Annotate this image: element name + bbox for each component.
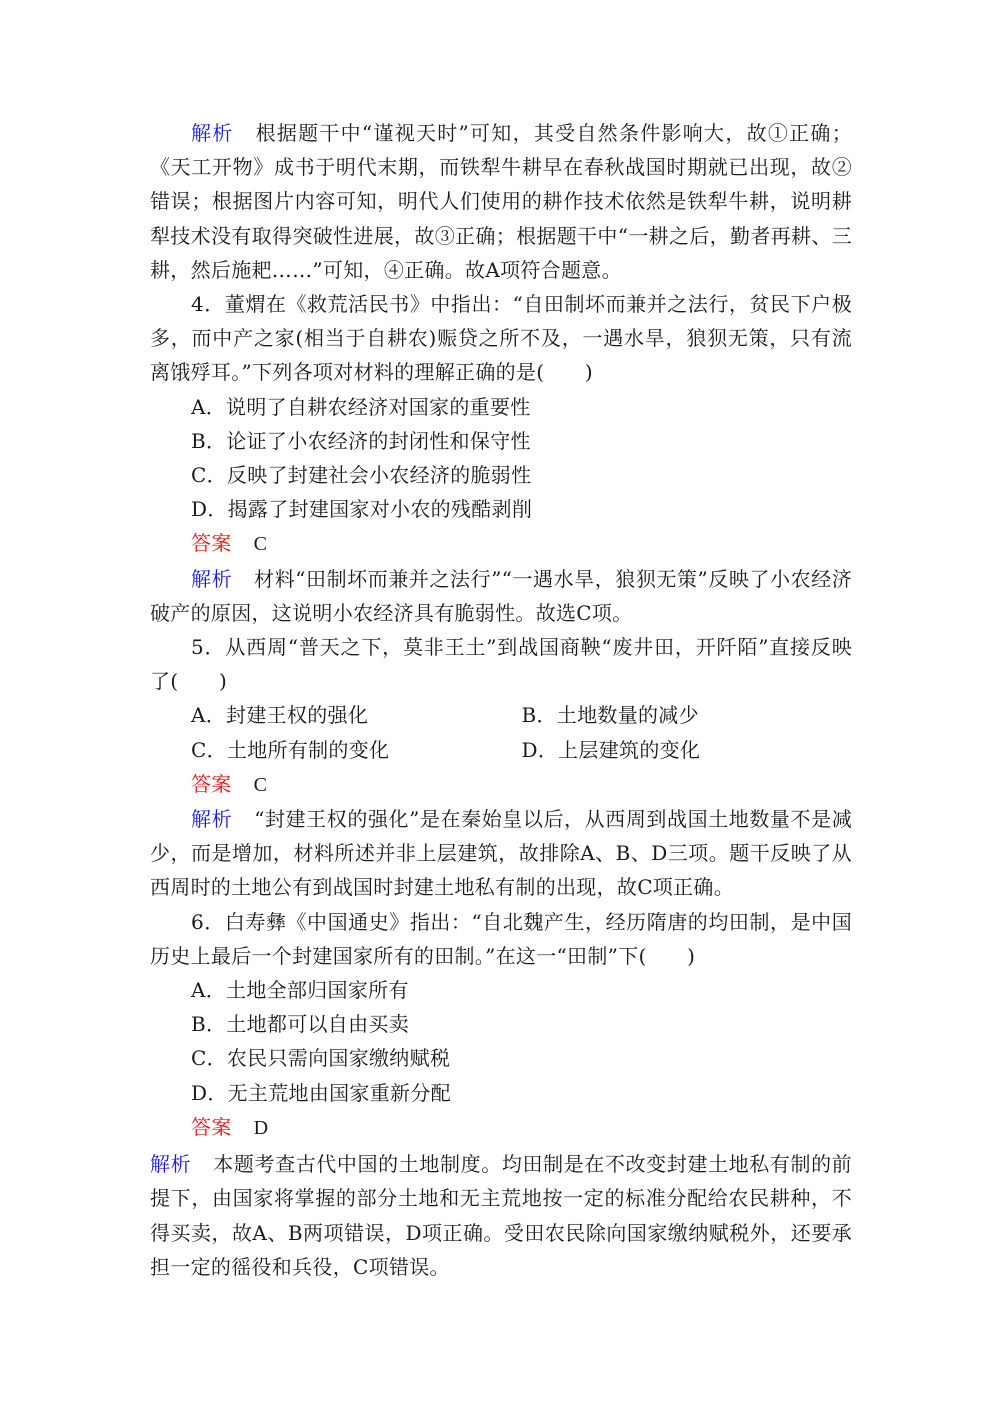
q4-option-a: A．说明了自耕农经济对国家的重要性 — [191, 394, 531, 419]
analysis-label: 解析 — [191, 566, 233, 591]
q5-stem: 5．从西周“普天之下，莫非王土”到战国商鞅“废井田，开阡陌”直接反映了( ) — [150, 635, 852, 694]
q5-answer — [150, 767, 852, 802]
q4-option-c: C．反映了封建社会小农经济的脆弱性 — [191, 463, 532, 488]
q6-option-a: A．土地全部归国家所有 — [191, 978, 409, 1003]
analysis-text: 根据题干中“谨视天时”可知，其受自然条件影响大，故①正确；《天工开物》成书于明代末期，而铁犁牛耕早在春秋战国时期就已出现，故②错误；根据图片内容可知，明代人们使用的耕作技术依然是铁犁牛耕，说明耕犁技术没有取得突破性进展，故③正确；根据题干中“一耕之后，勤者再耕、三耕，然后施耙……”可知，④正确。故A项符合题意。 — [150, 121, 852, 282]
q3-analysis — [150, 116, 852, 287]
analysis-text: 材料“田制坏而兼并之法行”“一遇水旱，狼狈无策”反映了小农经济破产的原因，这说明小农经济具有脆弱性。故选C项。 — [150, 566, 852, 625]
q4-answer — [150, 526, 852, 561]
q4-option-d: D．揭露了封建国家对小农的残酷剥削 — [191, 497, 533, 522]
q5-options-row-2 — [150, 733, 852, 767]
analysis-label: 解析 — [191, 121, 234, 145]
answer-value: D — [253, 1116, 269, 1139]
analysis-label: 解析 — [191, 807, 233, 832]
answer-value: C — [253, 773, 268, 796]
document-page — [150, 116, 852, 1284]
q5-options-row-1 — [150, 698, 852, 732]
q5-option-c: C．土地所有制的变化 — [191, 737, 390, 762]
analysis-text: “封建王权的强化”是在秦始皇以后，从西周到战国土地数量不是减少，而是增加，材料所述并非上层建筑，故排除A、B、D三项。题干反映了从西周时的土地公有到战国时封建土地私有制的出现，故C项正确。 — [150, 807, 852, 900]
q5-analysis — [150, 802, 852, 905]
answer-value: C — [253, 533, 268, 556]
q4-analysis — [150, 562, 852, 630]
q5-option-d: D．上层建筑的变化 — [521, 737, 701, 762]
q4-option-b: B．论证了小农经济的封闭性和保守性 — [191, 428, 531, 453]
q6-answer — [150, 1110, 852, 1145]
answer-label: 答案 — [191, 531, 232, 556]
answer-label: 答案 — [191, 1114, 232, 1139]
q5-option-b: B．土地数量的减少 — [521, 703, 699, 728]
q6-option-b: B．土地都可以自由买卖 — [191, 1012, 409, 1037]
q6-analysis — [150, 1147, 852, 1284]
q6-option-d: D．无主荒地由国家重新分配 — [191, 1080, 451, 1105]
q4-stem: 4．董煟在《救荒活民书》中指出：“自田制坏而兼并之法行，贫民下户极多，而中产之家(相当于自耕农)赈贷之所不及，一遇水旱，狼狈无策，只有流离饿殍耳。”下列各项对材料的理解正确的是( ) — [150, 292, 852, 385]
q6-stem: 6．白寿彝《中国通史》指出：“自北魏产生，经历隋唐的均田制，是中国历史上最后一个封建国家所有的田制。”在这一“田制”下( ) — [150, 909, 852, 968]
analysis-label: 解析 — [150, 1152, 192, 1177]
q6-option-c: C．农民只需向国家缴纳赋税 — [191, 1046, 451, 1071]
answer-label: 答案 — [191, 771, 232, 796]
analysis-text: 本题考查古代中国的土地制度。均田制是在不改变封建土地私有制的前提下，由国家将掌握的部分土地和无主荒地按一定的标准分配给农民耕种，不得买卖，故A、B两项错误，D项正确。受田农民除向国家缴纳赋税外，还要承担一定的徭役和兵役，C项错误。 — [150, 1152, 852, 1279]
q5-option-a: A．封建王权的强化 — [191, 703, 369, 728]
